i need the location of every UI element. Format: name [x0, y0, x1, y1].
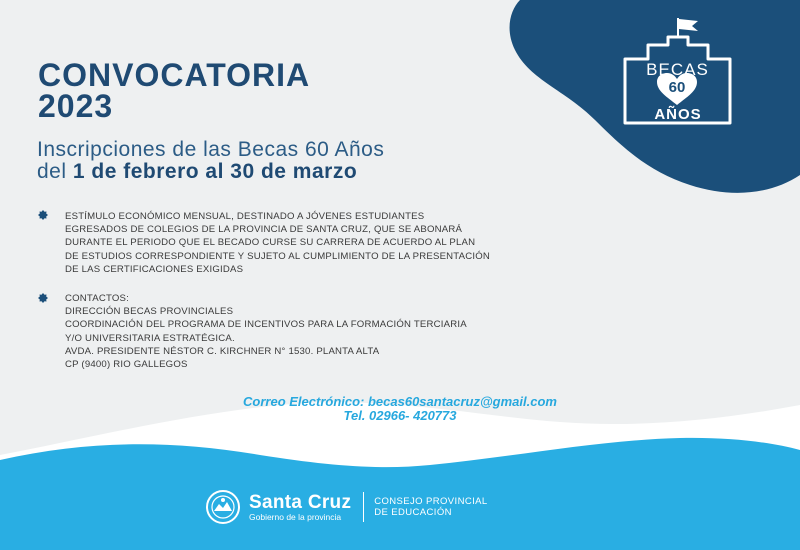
subtitle-line-2	[37, 161, 384, 183]
council	[374, 496, 487, 518]
contacts-heading: CONTACTOS:	[65, 293, 130, 304]
subtitle	[37, 139, 384, 183]
contacts-block	[65, 292, 467, 371]
description-line: DURANTE EL PERIODO QUE EL BECADO CURSE SU CARRERA DE ACUERDO AL PLAN	[65, 237, 476, 249]
phone-line: Tel. 02966- 420773	[343, 408, 457, 423]
organization	[249, 493, 351, 522]
contacts-line: DIRECCIÓN BECAS PROVINCIALES	[65, 306, 234, 318]
description-block	[65, 210, 490, 276]
contacts-line: AVDA. PRESIDENTE NÉSTOR C. KIRCHNER N° 1530. PLANTA ALTA	[65, 345, 380, 357]
bullet-icon	[38, 210, 48, 220]
province-seal-icon	[205, 489, 241, 525]
footer	[205, 490, 488, 524]
description-line: EGRESADOS DE COLEGIOS DE LA PROVINCIA DE SANTA CRUZ, QUE SE ABONARÁ	[65, 224, 463, 236]
logo-number: 60	[668, 79, 686, 96]
subtitle-dates: 1 de febrero al 30 de marzo	[72, 160, 358, 183]
logo-word-top: BECAS	[646, 60, 709, 79]
council-line-2: DE EDUCACIÓN	[374, 507, 452, 518]
becas-logo	[612, 15, 742, 127]
logo-word-bottom: AÑOS	[654, 106, 702, 123]
org-sub: Gobierno de la provincia	[249, 511, 342, 522]
email-line: Correo Electrónico: becas60santacruz@gmail.com	[243, 394, 557, 409]
page-title	[38, 57, 311, 124]
subtitle-prefix: del	[37, 160, 67, 183]
subtitle-line-1: Inscripciones de las Becas 60 Años	[37, 138, 385, 161]
contacts-line: Y/O UNIVERSITARIA ESTRATÉGICA.	[65, 332, 235, 344]
contacts-line: COORDINACIÓN DEL PROGRAMA DE INCENTIVOS PARA LA FORMACIÓN TERCIARIA	[65, 319, 467, 331]
footer-divider	[363, 492, 364, 522]
bullet-icon	[38, 293, 48, 303]
contacts-line: CP (9400) RIO GALLEGOS	[65, 359, 188, 371]
council-line-1: CONSEJO PROVINCIAL	[374, 496, 488, 507]
description-line: ESTÍMULO ECONÓMICO MENSUAL, DESTINADO A JÓVENES ESTUDIANTES	[65, 211, 425, 222]
org-name: Santa Cruz	[249, 491, 352, 513]
title-line-2: 2023	[38, 88, 114, 124]
description-line: DE ESTUDIOS CORRESPONDIENTE Y SUJETO AL CUMPLIMIENTO DE LA PRESENTACIÓN	[65, 250, 491, 262]
description-line: DE LAS CERTIFICACIONES EXIGIDAS	[65, 263, 244, 275]
title-line-1: CONVOCATORIA	[38, 57, 311, 93]
